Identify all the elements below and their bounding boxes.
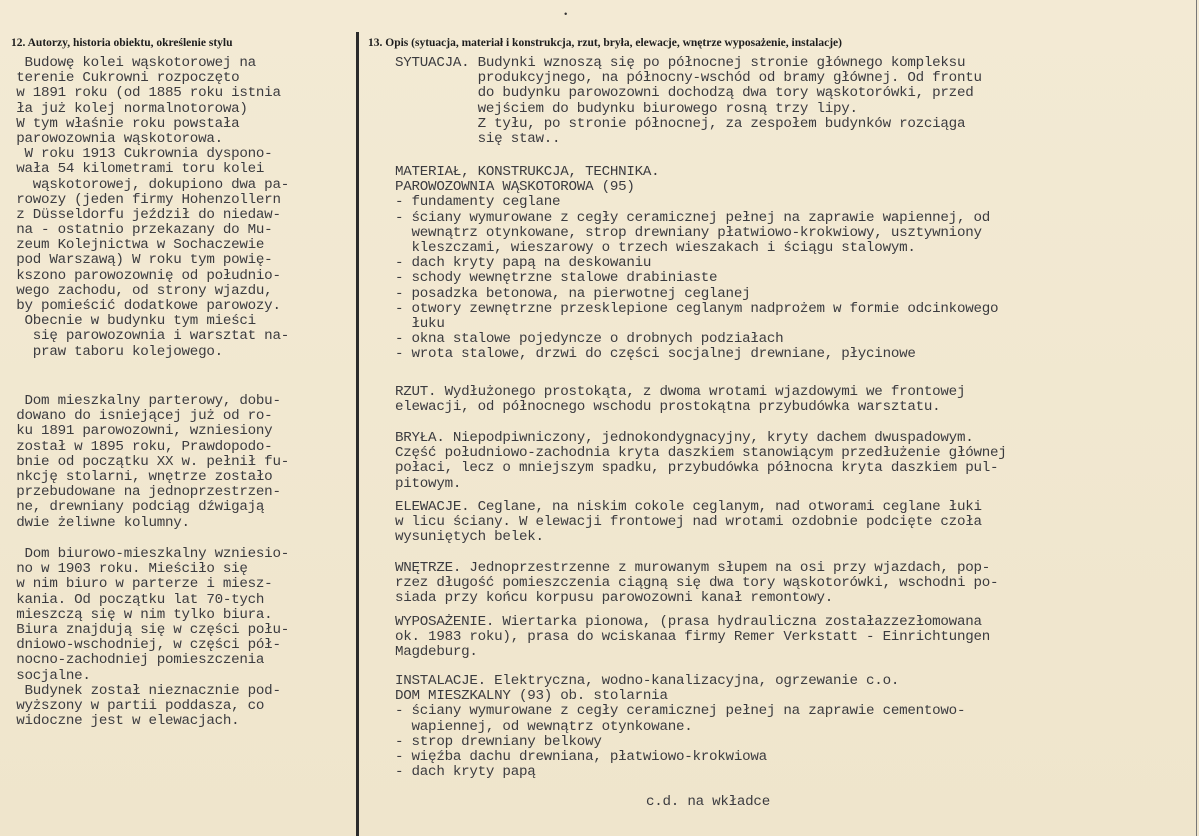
text-line: Magdeburg. (395, 644, 478, 661)
text-line: ne, drewniany podciąg dźwigają (8, 499, 265, 516)
text-line: rzez długość pomieszczenia ciągną się dwa tory wąskotorówki, wschodni po- (395, 575, 999, 592)
text-line: wąskotorowej, dokupiono dwa pa- (8, 176, 289, 193)
text-line: praw taboru kolejowego. (8, 343, 223, 360)
text-line: Budynek został nieznacznie pod- (8, 682, 281, 699)
text-line: pod Warszawą) W roku tym powię- (8, 252, 273, 269)
text-line: wapiennej, od wewnątrz otynkowane. (395, 718, 693, 735)
text-line: wysuniętych belek. (395, 529, 544, 546)
text-line: ła już kolej normalnotorowa) (8, 100, 248, 117)
text-line: mieszczą się w nim tylko biura. (8, 606, 273, 623)
text-line: - dach kryty papą (395, 764, 536, 781)
text-line: - fundamenty ceglane (395, 194, 561, 211)
text-line: z Düsseldorfu jeździł do niedaw- (8, 206, 281, 223)
text-line: W tym właśnie roku powstała (8, 115, 240, 132)
text-line: wyższony w partii poddasza, co (8, 697, 265, 714)
text-line: WNĘTRZE. Jednoprzestrzenne z murowanym słupem na osi przy wjazdach, pop- (395, 560, 990, 576)
description-section-1 (395, 56, 982, 147)
text-line: widoczne jest w elewacjach. (8, 713, 240, 730)
column-divider (356, 32, 359, 836)
text-line: dowano do isniejącej już od ro- (8, 408, 273, 425)
text-line: - dach kryty papą na deskowaniu (395, 255, 652, 272)
text-line: połaci, lecz o mniejszym spadku, przybudówka północna kryta daszkiem pul- (395, 460, 999, 477)
text-line: nkcję stolarni, wnętrze zostało (8, 468, 273, 485)
text-line: dwie żeliwne kolumny. (8, 514, 190, 531)
left-column-heading: 12. Autorzy, historia obiektu, określenie stylu (11, 37, 233, 49)
text-line: - strop drewniany belkowy (395, 733, 602, 750)
text-line: RZUT. Wydłużonego prostokąta, z dwoma wrotami wjazdowymi we frontowej (395, 384, 966, 400)
text-line: PAROWOZOWNIA WĄSKOTOROWA (95) (395, 179, 635, 196)
text-line: kania. Od początku lat 70-tych (8, 591, 265, 608)
page-edge-rule (1196, 0, 1197, 836)
text-line: INSTALACJE. Elektryczna, wodno-kanalizacyjna, ogrzewanie c.o. (395, 673, 900, 689)
text-line: łuku (395, 315, 445, 332)
text-line: - wrota stalowe, drzwi do części socjalnej drewniane, płycinowe (395, 346, 916, 363)
text-line: Obecnie w budynku tym mieści (8, 313, 256, 330)
text-line: W roku 1913 Cukrownia dyspono- (8, 146, 273, 163)
history-paragraph-3 (8, 547, 289, 729)
text-line: ELEWACJE. Ceglane, na niskim cokole ceglanym, nad otworami ceglane łuki (395, 499, 982, 515)
text-line: kleszczami, wieszarowy o trzech wieszakach i ściągu stalowym. (395, 239, 916, 256)
history-paragraph-2 (8, 394, 289, 531)
text-line: SYTUACJA. Budynki wznoszą się po północnej stronie głównego kompleksu (395, 55, 966, 71)
text-line: dniowo-wschodniej, w części pół- (8, 637, 281, 654)
top-punch-mark: • (563, 10, 569, 20)
text-line: - ściany wymurowane z cegły ceramicznej pełnej na zaprawie wapiennej, od (395, 209, 990, 226)
text-line: no w 1903 roku. Mieściło się (8, 561, 248, 578)
text-line: wewnątrz otynkowane, strop drewniany płatwiowo-krokwiowy, usztywniony (395, 224, 982, 241)
text-line: Dom biurowo-mieszkalny wzniesio- (8, 546, 289, 562)
text-line: ok. 1983 roku), prasa do wciskanaa firmy Remer Verkstatt - Einrichtungen (395, 629, 990, 646)
text-line: by pomieścić dodatkowe parowozy. (8, 298, 281, 314)
text-line: w 1891 roku (od 1885 roku istnia (8, 85, 281, 102)
text-line: - więźba dachu drewniana, płatwiowo-krokwiowa (395, 748, 767, 765)
text-line: się parowozownia i warsztat na- (8, 328, 289, 345)
text-line: się staw.. (395, 130, 561, 147)
text-line: - schody wewnętrzne stalowe drabiniaste (395, 270, 718, 287)
text-line: Z tyłu, po stronie północnej, za zespołem budynków rozciąga (395, 115, 966, 132)
description-section-6 (395, 561, 998, 607)
text-line: MATERIAŁ, KONSTRUKCJA, TECHNIKA. (395, 164, 660, 180)
text-line: na - ostatnio przekazany do Mu- (8, 222, 273, 239)
text-line: ku 1891 parowozowni, wzniesiony (8, 423, 273, 440)
description-section-7 (395, 615, 990, 661)
text-line: elewacji, od północnego wschodu prostokątna przybudówka warsztatu. (395, 399, 941, 416)
text-line: wejściem do budynku biurowego rosną trzy lipy. (395, 100, 858, 117)
text-line: przebudowane na jednoprzestrzen- (8, 484, 281, 501)
text-line: wała 54 kilometrami toru kolei (8, 161, 265, 178)
continuation-note: c.d. na wkładce (646, 794, 770, 810)
description-section-2 (395, 165, 998, 362)
text-line: WYPOSAŻENIE. Wiertarka pionowa, (prasa hydrauliczna zostałazzezłomowana (395, 614, 982, 630)
text-line: siada przy końcu korpusu parowozowni kanał remontowy. (395, 590, 833, 607)
text-line: BRYŁA. Niepodpiwniczony, jednokondygnacyjny, kryty dachem dwuspadowym. (395, 430, 974, 446)
text-line: Dom mieszkalny parterowy, dobu- (8, 393, 281, 409)
text-line: terenie Cukrowni rozpoczęto (8, 70, 240, 87)
text-line: rowozy (jeden firmy Hohenzollern (8, 191, 281, 208)
description-section-5 (395, 500, 982, 546)
text-line: wego zachodu, od strony wjazdu, (8, 282, 273, 299)
text-line: zeum Kolejnictwa w Sochaczewie (8, 237, 265, 254)
text-line: kszono parowozownię od południo- (8, 267, 281, 284)
text-line: Część południowo-zachodnia kryta daszkiem stanowiącym przedłużenie głównej (395, 445, 1007, 462)
text-line: - otwory zewnętrzne przesklepione ceglanym nadprożem w formie odcinkowego (395, 300, 999, 317)
text-line: - posadzka betonowa, na pierwotnej ceglanej (395, 285, 751, 302)
text-line: w nim biuro w parterze i miesz- (8, 576, 273, 593)
text-line: parowozownia wąskotorowa. (8, 130, 223, 147)
text-line: Budowę kolei wąskotorowej na (8, 55, 256, 71)
text-line: bnie od początku XX w. pełnił fu- (8, 453, 289, 470)
text-line: Biura znajdują się w części połu- (8, 621, 289, 638)
text-line: DOM MIESZKALNY (93) ob. stolarnia (395, 688, 668, 705)
text-line: nocno-zachodniej pomieszczenia (8, 652, 265, 669)
description-section-8 (395, 674, 965, 780)
text-line: w licu ściany. W elewacji frontowej nad wrotami ozdobnie podcięte czoła (395, 514, 982, 531)
text-line: do budynku parowozowni dochodzą dwa tory wąskotorówki, przed (395, 85, 974, 102)
text-line: - okna stalowe pojedyncze o drobnych podziałach (395, 331, 784, 348)
history-paragraph-1 (8, 56, 289, 360)
text-line: socjalne. (8, 667, 91, 684)
text-line: został w 1895 roku, Prawdopodo- (8, 438, 273, 455)
description-section-3 (395, 385, 965, 415)
text-line: produkcyjnego, na północny-wschód od bramy głównej. Od frontu (395, 70, 982, 87)
description-section-4 (395, 431, 1007, 492)
text-line: - ściany wymurowane z cegły ceramicznej pełnej na zaprawie cementowo- (395, 703, 966, 720)
right-column-heading: 13. Opis (sytuacja, materiał i konstrukcja, rzut, bryła, elewacje, wnętrze wyposażenie, instalacje) (368, 37, 842, 49)
text-line: pitowym. (395, 475, 462, 492)
